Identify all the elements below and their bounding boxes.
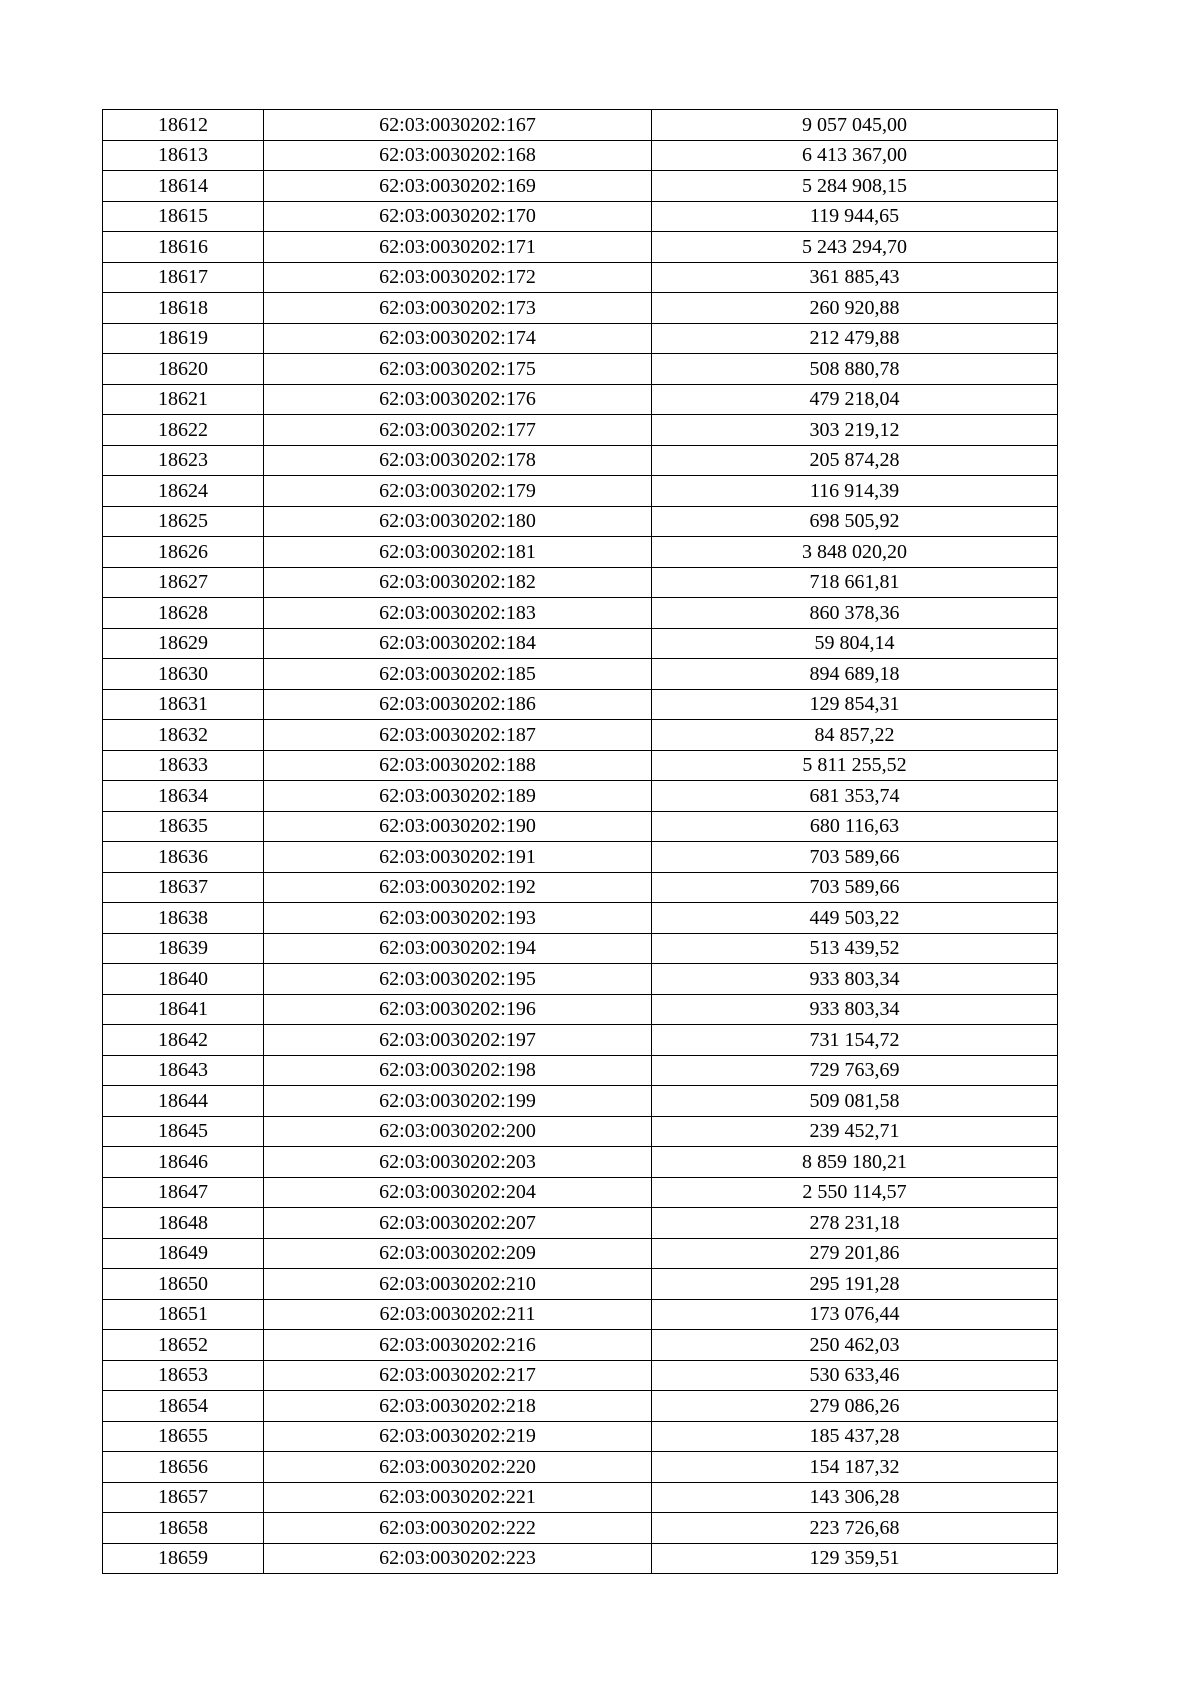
row-number-cell: 18631 (103, 689, 264, 720)
cadastral-number-cell: 62:03:0030202:188 (264, 750, 652, 781)
cadastral-value-cell: 279 201,86 (652, 1238, 1058, 1269)
cadastral-value-cell: 449 503,22 (652, 903, 1058, 934)
cadastral-value-cell: 361 885,43 (652, 262, 1058, 293)
cadastral-number-cell: 62:03:0030202:197 (264, 1025, 652, 1056)
table-row (103, 323, 1058, 354)
table-row (103, 1055, 1058, 1086)
cadastral-value-cell: 718 661,81 (652, 567, 1058, 598)
cadastral-number-cell: 62:03:0030202:209 (264, 1238, 652, 1269)
row-number-cell: 18658 (103, 1513, 264, 1544)
row-number-cell: 18615 (103, 201, 264, 232)
cadastral-value-cell: 154 187,32 (652, 1452, 1058, 1483)
cadastral-value-cell: 260 920,88 (652, 293, 1058, 324)
cadastral-number-cell: 62:03:0030202:195 (264, 964, 652, 995)
table-row (103, 933, 1058, 964)
table-row (103, 140, 1058, 171)
row-number-cell: 18629 (103, 628, 264, 659)
row-number-cell: 18618 (103, 293, 264, 324)
row-number-cell: 18612 (103, 110, 264, 141)
cadastral-value-cell: 3 848 020,20 (652, 537, 1058, 568)
row-number-cell: 18647 (103, 1177, 264, 1208)
cadastral-value-cell: 303 219,12 (652, 415, 1058, 446)
table-row (103, 1360, 1058, 1391)
table-row (103, 1269, 1058, 1300)
row-number-cell: 18648 (103, 1208, 264, 1239)
cadastral-number-cell: 62:03:0030202:223 (264, 1543, 652, 1574)
table-row (103, 1208, 1058, 1239)
table-row (103, 415, 1058, 446)
table-row (103, 1452, 1058, 1483)
cadastral-value-cell: 212 479,88 (652, 323, 1058, 354)
row-number-cell: 18620 (103, 354, 264, 385)
cadastral-number-cell: 62:03:0030202:167 (264, 110, 652, 141)
cadastral-value-cell: 530 633,46 (652, 1360, 1058, 1391)
row-number-cell: 18614 (103, 171, 264, 202)
table-row (103, 811, 1058, 842)
row-number-cell: 18634 (103, 781, 264, 812)
row-number-cell: 18619 (103, 323, 264, 354)
row-number-cell: 18624 (103, 476, 264, 507)
cadastral-value-cell: 680 116,63 (652, 811, 1058, 842)
row-number-cell: 18646 (103, 1147, 264, 1178)
table-row (103, 1482, 1058, 1513)
cadastral-number-cell: 62:03:0030202:211 (264, 1299, 652, 1330)
cadastral-value-cell: 9 057 045,00 (652, 110, 1058, 141)
table-row (103, 1147, 1058, 1178)
cadastral-value-cell: 729 763,69 (652, 1055, 1058, 1086)
row-number-cell: 18650 (103, 1269, 264, 1300)
table-row (103, 750, 1058, 781)
cadastral-number-cell: 62:03:0030202:187 (264, 720, 652, 751)
cadastral-number-cell: 62:03:0030202:220 (264, 1452, 652, 1483)
cadastral-number-cell: 62:03:0030202:190 (264, 811, 652, 842)
cadastral-value-cell: 129 359,51 (652, 1543, 1058, 1574)
row-number-cell: 18639 (103, 933, 264, 964)
table-row (103, 1025, 1058, 1056)
table-row (103, 1299, 1058, 1330)
row-number-cell: 18627 (103, 567, 264, 598)
cadastral-number-cell: 62:03:0030202:222 (264, 1513, 652, 1544)
cadastral-number-cell: 62:03:0030202:177 (264, 415, 652, 446)
cadastral-value-cell: 703 589,66 (652, 872, 1058, 903)
cadastral-number-cell: 62:03:0030202:193 (264, 903, 652, 934)
cadastral-value-cell: 508 880,78 (652, 354, 1058, 385)
cadastral-value-cell: 129 854,31 (652, 689, 1058, 720)
cadastral-number-cell: 62:03:0030202:216 (264, 1330, 652, 1361)
cadastral-value-cell: 239 452,71 (652, 1116, 1058, 1147)
row-number-cell: 18640 (103, 964, 264, 995)
table-row (103, 506, 1058, 537)
cadastral-number-cell: 62:03:0030202:192 (264, 872, 652, 903)
row-number-cell: 18643 (103, 1055, 264, 1086)
cadastral-value-cell: 223 726,68 (652, 1513, 1058, 1544)
cadastral-value-cell: 173 076,44 (652, 1299, 1058, 1330)
table-row (103, 232, 1058, 263)
cadastral-number-cell: 62:03:0030202:178 (264, 445, 652, 476)
cadastral-value-cell: 703 589,66 (652, 842, 1058, 873)
table-row (103, 110, 1058, 141)
table-row (103, 171, 1058, 202)
cadastral-number-cell: 62:03:0030202:194 (264, 933, 652, 964)
table-row (103, 354, 1058, 385)
row-number-cell: 18645 (103, 1116, 264, 1147)
cadastral-number-cell: 62:03:0030202:198 (264, 1055, 652, 1086)
cadastral-value-cell: 279 086,26 (652, 1391, 1058, 1422)
cadastral-value-cell: 933 803,34 (652, 964, 1058, 995)
cadastral-value-cell: 933 803,34 (652, 994, 1058, 1025)
row-number-cell: 18652 (103, 1330, 264, 1361)
row-number-cell: 18617 (103, 262, 264, 293)
row-number-cell: 18625 (103, 506, 264, 537)
cadastral-number-cell: 62:03:0030202:168 (264, 140, 652, 171)
table-row (103, 720, 1058, 751)
row-number-cell: 18623 (103, 445, 264, 476)
row-number-cell: 18621 (103, 384, 264, 415)
cadastral-value-cell: 295 191,28 (652, 1269, 1058, 1300)
cadastral-value-cell: 185 437,28 (652, 1421, 1058, 1452)
table-row (103, 1330, 1058, 1361)
cadastral-value-cell: 5 284 908,15 (652, 171, 1058, 202)
row-number-cell: 18636 (103, 842, 264, 873)
cadastral-number-cell: 62:03:0030202:196 (264, 994, 652, 1025)
row-number-cell: 18637 (103, 872, 264, 903)
cadastral-number-cell: 62:03:0030202:183 (264, 598, 652, 629)
cadastral-value-cell: 698 505,92 (652, 506, 1058, 537)
cadastral-value-table (102, 109, 1058, 1574)
table-body (103, 110, 1058, 1574)
cadastral-value-cell: 119 944,65 (652, 201, 1058, 232)
table-row (103, 1177, 1058, 1208)
cadastral-number-cell: 62:03:0030202:172 (264, 262, 652, 293)
table-row (103, 567, 1058, 598)
row-number-cell: 18654 (103, 1391, 264, 1422)
row-number-cell: 18641 (103, 994, 264, 1025)
row-number-cell: 18613 (103, 140, 264, 171)
table-row (103, 1391, 1058, 1422)
cadastral-value-cell: 143 306,28 (652, 1482, 1058, 1513)
row-number-cell: 18622 (103, 415, 264, 446)
row-number-cell: 18657 (103, 1482, 264, 1513)
cadastral-number-cell: 62:03:0030202:176 (264, 384, 652, 415)
cadastral-value-cell: 681 353,74 (652, 781, 1058, 812)
cadastral-number-cell: 62:03:0030202:189 (264, 781, 652, 812)
table-row (103, 1543, 1058, 1574)
cadastral-number-cell: 62:03:0030202:171 (264, 232, 652, 263)
row-number-cell: 18649 (103, 1238, 264, 1269)
table-row (103, 476, 1058, 507)
cadastral-value-cell: 278 231,18 (652, 1208, 1058, 1239)
cadastral-value-cell: 5 811 255,52 (652, 750, 1058, 781)
row-number-cell: 18628 (103, 598, 264, 629)
table-row (103, 994, 1058, 1025)
cadastral-value-cell: 509 081,58 (652, 1086, 1058, 1117)
cadastral-number-cell: 62:03:0030202:179 (264, 476, 652, 507)
cadastral-value-cell: 860 378,36 (652, 598, 1058, 629)
row-number-cell: 18655 (103, 1421, 264, 1452)
row-number-cell: 18638 (103, 903, 264, 934)
cadastral-value-cell: 84 857,22 (652, 720, 1058, 751)
cadastral-number-cell: 62:03:0030202:199 (264, 1086, 652, 1117)
table-row (103, 201, 1058, 232)
table-row (103, 872, 1058, 903)
table-row (103, 537, 1058, 568)
cadastral-value-cell: 6 413 367,00 (652, 140, 1058, 171)
cadastral-value-cell: 205 874,28 (652, 445, 1058, 476)
cadastral-number-cell: 62:03:0030202:181 (264, 537, 652, 568)
table-row (103, 781, 1058, 812)
cadastral-number-cell: 62:03:0030202:204 (264, 1177, 652, 1208)
row-number-cell: 18651 (103, 1299, 264, 1330)
table-row (103, 659, 1058, 690)
cadastral-value-cell: 894 689,18 (652, 659, 1058, 690)
cadastral-number-cell: 62:03:0030202:180 (264, 506, 652, 537)
table-row (103, 262, 1058, 293)
row-number-cell: 18632 (103, 720, 264, 751)
table-row (103, 1421, 1058, 1452)
cadastral-value-cell: 250 462,03 (652, 1330, 1058, 1361)
table-row (103, 384, 1058, 415)
table-row (103, 628, 1058, 659)
cadastral-number-cell: 62:03:0030202:218 (264, 1391, 652, 1422)
cadastral-number-cell: 62:03:0030202:175 (264, 354, 652, 385)
row-number-cell: 18653 (103, 1360, 264, 1391)
cadastral-value-cell: 59 804,14 (652, 628, 1058, 659)
table-row (103, 598, 1058, 629)
row-number-cell: 18642 (103, 1025, 264, 1056)
table-row (103, 1238, 1058, 1269)
cadastral-number-cell: 62:03:0030202:217 (264, 1360, 652, 1391)
table-row (103, 903, 1058, 934)
row-number-cell: 18656 (103, 1452, 264, 1483)
cadastral-number-cell: 62:03:0030202:186 (264, 689, 652, 720)
cadastral-number-cell: 62:03:0030202:173 (264, 293, 652, 324)
row-number-cell: 18635 (103, 811, 264, 842)
table-row (103, 689, 1058, 720)
row-number-cell: 18630 (103, 659, 264, 690)
table-row (103, 1513, 1058, 1544)
cadastral-value-cell: 5 243 294,70 (652, 232, 1058, 263)
cadastral-number-cell: 62:03:0030202:210 (264, 1269, 652, 1300)
cadastral-number-cell: 62:03:0030202:207 (264, 1208, 652, 1239)
table-row (103, 1116, 1058, 1147)
cadastral-number-cell: 62:03:0030202:191 (264, 842, 652, 873)
cadastral-number-cell: 62:03:0030202:174 (264, 323, 652, 354)
row-number-cell: 18616 (103, 232, 264, 263)
cadastral-number-cell: 62:03:0030202:200 (264, 1116, 652, 1147)
cadastral-number-cell: 62:03:0030202:169 (264, 171, 652, 202)
cadastral-number-cell: 62:03:0030202:170 (264, 201, 652, 232)
row-number-cell: 18644 (103, 1086, 264, 1117)
table-row (103, 1086, 1058, 1117)
row-number-cell: 18633 (103, 750, 264, 781)
cadastral-value-cell: 479 218,04 (652, 384, 1058, 415)
cadastral-number-cell: 62:03:0030202:184 (264, 628, 652, 659)
table-row (103, 293, 1058, 324)
table-row (103, 842, 1058, 873)
cadastral-value-cell: 513 439,52 (652, 933, 1058, 964)
table-row (103, 964, 1058, 995)
cadastral-number-cell: 62:03:0030202:219 (264, 1421, 652, 1452)
row-number-cell: 18626 (103, 537, 264, 568)
cadastral-number-cell: 62:03:0030202:185 (264, 659, 652, 690)
row-number-cell: 18659 (103, 1543, 264, 1574)
cadastral-value-cell: 2 550 114,57 (652, 1177, 1058, 1208)
cadastral-number-cell: 62:03:0030202:203 (264, 1147, 652, 1178)
table-row (103, 445, 1058, 476)
cadastral-number-cell: 62:03:0030202:182 (264, 567, 652, 598)
cadastral-value-cell: 731 154,72 (652, 1025, 1058, 1056)
cadastral-value-cell: 8 859 180,21 (652, 1147, 1058, 1178)
cadastral-number-cell: 62:03:0030202:221 (264, 1482, 652, 1513)
cadastral-value-cell: 116 914,39 (652, 476, 1058, 507)
